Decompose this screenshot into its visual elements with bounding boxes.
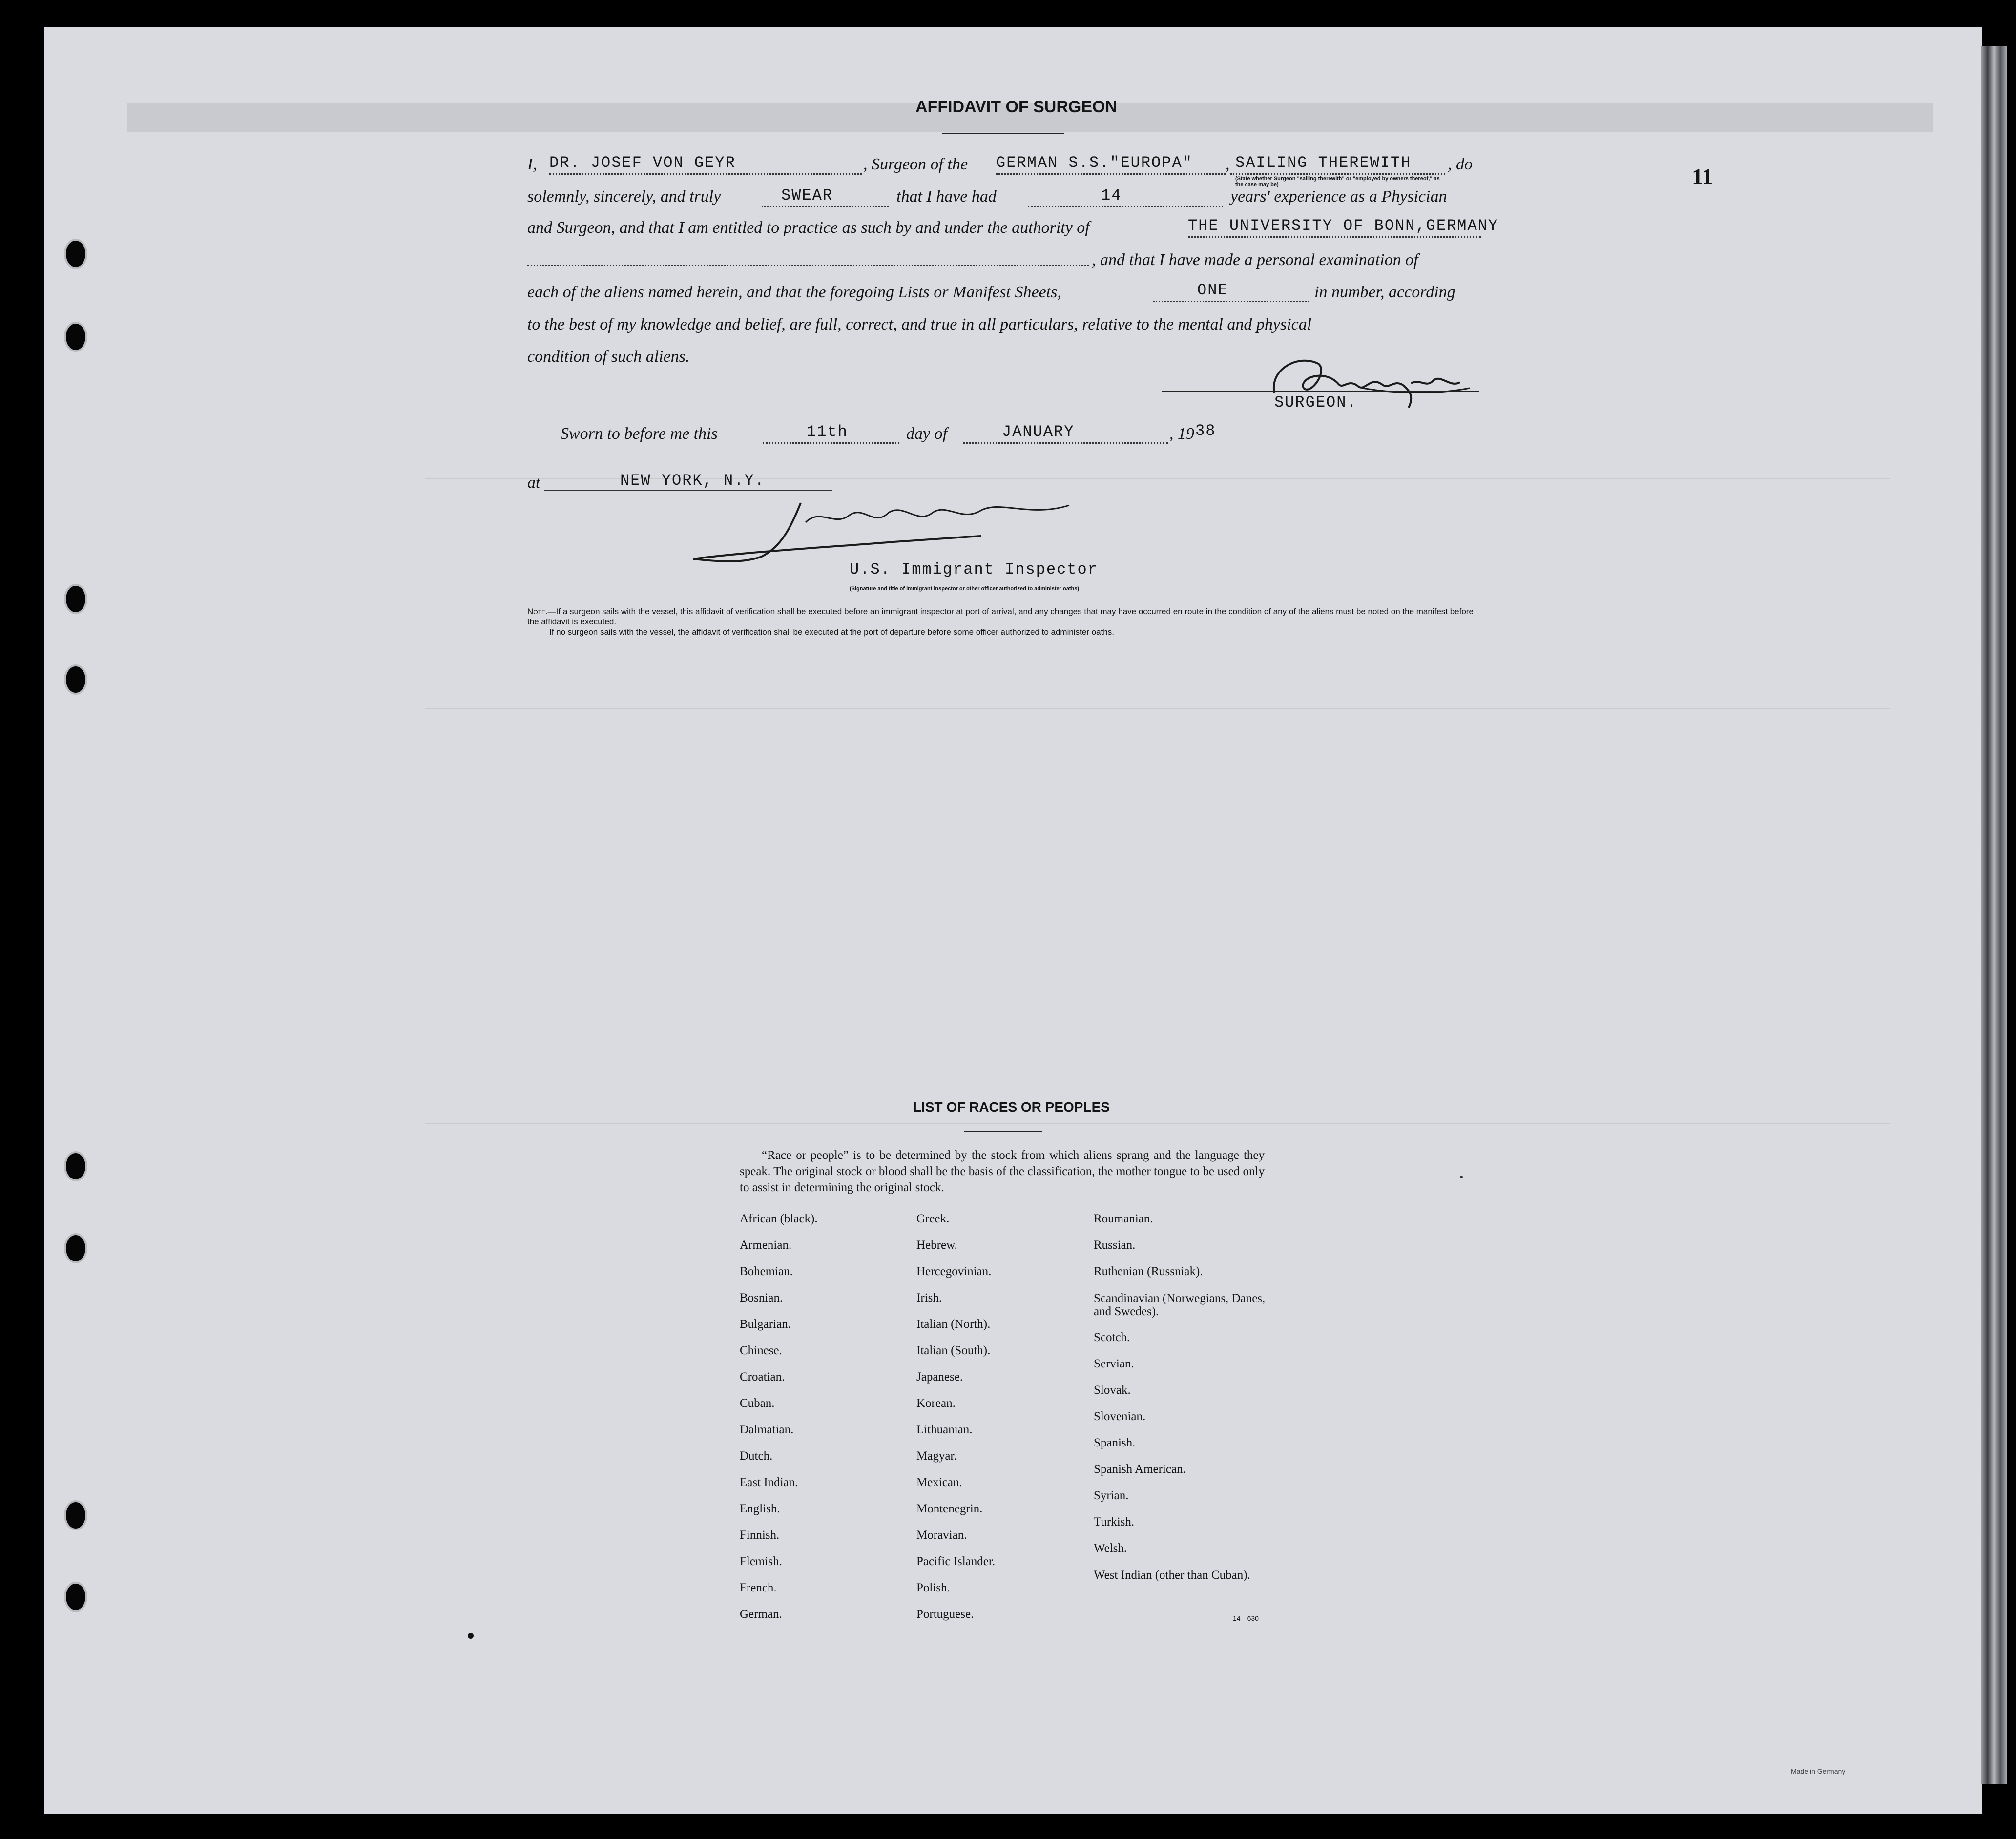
note-text-2: If no surgeon sails with the vessel, the affidavit of verification shall be executed at the port of departure before some officer authorized to administer oaths. [549,627,1114,637]
race-item: Syrian. [1094,1489,1129,1502]
affidavit-text: years' experience as a Physician [1230,187,1447,206]
years-experience: 14 [1101,186,1122,205]
race-item: Korean. [916,1397,956,1410]
affidavit-note [527,606,1479,637]
race-item: Spanish American. [1094,1463,1186,1476]
affidavit-text: condition of such aliens. [527,348,690,366]
race-item: Bohemian. [740,1265,793,1278]
race-item: Armenian. [740,1239,792,1252]
sworn-month-field [963,423,1168,444]
race-item: Roumanian. [1094,1212,1153,1225]
race-item: Montenegrin. [916,1502,983,1515]
races-title: LIST OF RACES OR PEOPLES [913,1099,1110,1115]
sworn-year: 38 [1195,422,1216,440]
binder-hole [66,1235,85,1261]
race-item: Magyar. [916,1449,957,1463]
surgeon-label: SURGEON. [1274,393,1357,412]
race-item: Slovenian. [1094,1410,1146,1423]
race-item: Slovak. [1094,1384,1131,1397]
affidavit-text: solemnly, sincerely, and truly [527,187,721,206]
binder-hole [66,586,85,612]
race-item: East Indian. [740,1476,798,1489]
binder-hole [66,1502,85,1529]
race-item: Japanese. [916,1370,963,1384]
sheet-count: ONE [1197,281,1228,299]
stray-mark [1460,1176,1463,1178]
race-item: French. [740,1581,777,1594]
affidavit-text: , Surgeon of the [863,155,968,173]
affidavit-text: each of the aliens named herein, and that the foregoing Lists or Manifest Sheets, [527,283,1061,301]
race-item: Finnish. [740,1529,780,1542]
race-item: Scandinavian (Norwegians, Danes, and Swedes). [1094,1292,1266,1318]
sworn-day: 11th [807,423,848,441]
binder-hole [66,1153,85,1179]
affidavit-text: that I have had [896,187,997,206]
sheets-field [1153,281,1309,302]
affidavit-text: Sworn to before me this [561,425,718,443]
bleed-through-row [425,1123,1890,1124]
stray-mark [468,1633,474,1639]
race-item: Irish. [916,1291,942,1304]
race-item: Welsh. [1094,1542,1127,1555]
bleed-through-row [425,708,1890,709]
surgeon-name: DR. JOSEF VON GEYR [549,154,736,172]
race-item: English. [740,1502,780,1515]
inspector-note: (Signature and title of immigrant inspector or other officer authorized to administer oaths) [850,586,1079,592]
race-item: Flemish. [740,1555,782,1568]
affidavit-text: , 19 [1169,425,1194,443]
races-column-3 [1094,1206,1269,1588]
sailing-status-field [1230,154,1445,175]
stacked-page-edges [1981,46,2007,1784]
affidavit-text: and Surgeon, and that I am entitled to practice as such by and under the authority of [527,219,1090,237]
affidavit-title: AFFIDAVIT OF SURGEON [915,98,1118,116]
affidavit-text: , do [1448,155,1473,173]
affidavit-text: at [527,474,540,492]
sworn-day-field [763,423,899,444]
race-item: Lithuanian. [916,1423,973,1436]
race-item: Moravian. [916,1529,967,1542]
race-item: Bulgarian. [740,1318,791,1331]
affidavit-text: in number, according [1314,283,1455,301]
affidavit-text: I, [527,155,537,173]
oath-word: SWEAR [781,186,833,205]
race-item: Cuban. [740,1397,775,1410]
race-item: Italian (North). [916,1318,991,1331]
page-number: 11 [1692,164,1713,189]
note-text-1: —If a surgeon sails with the vessel, this affidavit of verification shall be executed before an immigrant inspector at port of arrival, and any changes that may have occurred en route in the condition of any of the aliens must be noted on the manifest before the affidavit is executed. [527,607,1474,626]
race-item: Hebrew. [916,1239,957,1252]
authority: THE UNIVERSITY OF BONN,GERMANY [1188,217,1499,235]
race-item: West Indian (other than Cuban). [1094,1569,1250,1582]
oath-field [762,186,889,207]
races-title-underline [964,1131,1042,1132]
vessel-name: GERMAN S.S."EUROPA" [996,154,1193,172]
races-intro: “Race or people” is to be determined by the stock from which aliens sprang and the language they speak. The original stock or blood shall be the basis of the classification, the mother tongue to be used only to assist in determining the original stock. [740,1149,1265,1194]
race-item: Ruthenian (Russniak). [1094,1265,1203,1278]
race-item: Italian (South). [916,1344,991,1357]
affidavit-text: to the best of my knowledge and belief, are full, correct, and true in all particulars, relative to the mental and physical [527,315,1312,333]
race-item: Russian. [1094,1239,1136,1252]
binder-hole [66,324,85,350]
sworn-month: JANUARY [1002,423,1075,441]
races-column-2 [916,1206,1082,1628]
authority-continuation-line [527,251,1089,266]
race-item: African (black). [740,1212,818,1225]
race-item: Scotch. [1094,1331,1130,1344]
race-item: Dalmatian. [740,1423,794,1436]
race-item: Spanish. [1094,1436,1136,1449]
binder-hole [66,241,85,267]
affidavit-text: , and that I have made a personal examination of [1092,251,1418,269]
note-label: Note. [527,607,548,616]
race-item: Pacific Islander. [916,1555,996,1568]
inspector-title: U.S. Immigrant Inspector [850,560,1133,579]
signature-line [1162,391,1479,392]
inspector-signature [688,493,1094,566]
affidavit-text: day of [906,425,948,443]
race-item: Greek. [916,1212,950,1225]
vessel-field [996,154,1226,175]
place: NEW YORK, N.Y. [620,472,765,490]
binder-hole [66,1584,85,1610]
place-field [544,472,832,491]
sailing-status-note: (State whether Surgeon "sailing therewith" or "employed by owners thereof," as the case may be) [1235,176,1440,187]
race-item: Croatian. [740,1370,785,1384]
race-item: Dutch. [740,1449,773,1463]
races-column-1 [740,1206,906,1628]
surgeon-name-field [549,154,862,175]
title-underline [942,133,1064,134]
race-item: Portuguese. [916,1608,974,1621]
race-item: Chinese. [740,1344,782,1357]
made-in-imprint: Made in Germany [1791,1767,1846,1775]
race-item: Bosnian. [740,1291,783,1304]
comma: , [1226,155,1230,173]
years-field [1028,186,1223,207]
race-item: Servian. [1094,1357,1134,1370]
race-item: Hercegovinian. [916,1265,992,1278]
form-code: 14—630 [1233,1614,1259,1622]
race-item: Turkish. [1094,1515,1135,1529]
sailing-status: SAILING THEREWITH [1235,154,1412,172]
authority-field [1188,217,1499,238]
race-item: German. [740,1608,782,1621]
race-item: Mexican. [916,1476,962,1489]
binder-hole [66,666,85,693]
race-item: Polish. [916,1581,950,1594]
